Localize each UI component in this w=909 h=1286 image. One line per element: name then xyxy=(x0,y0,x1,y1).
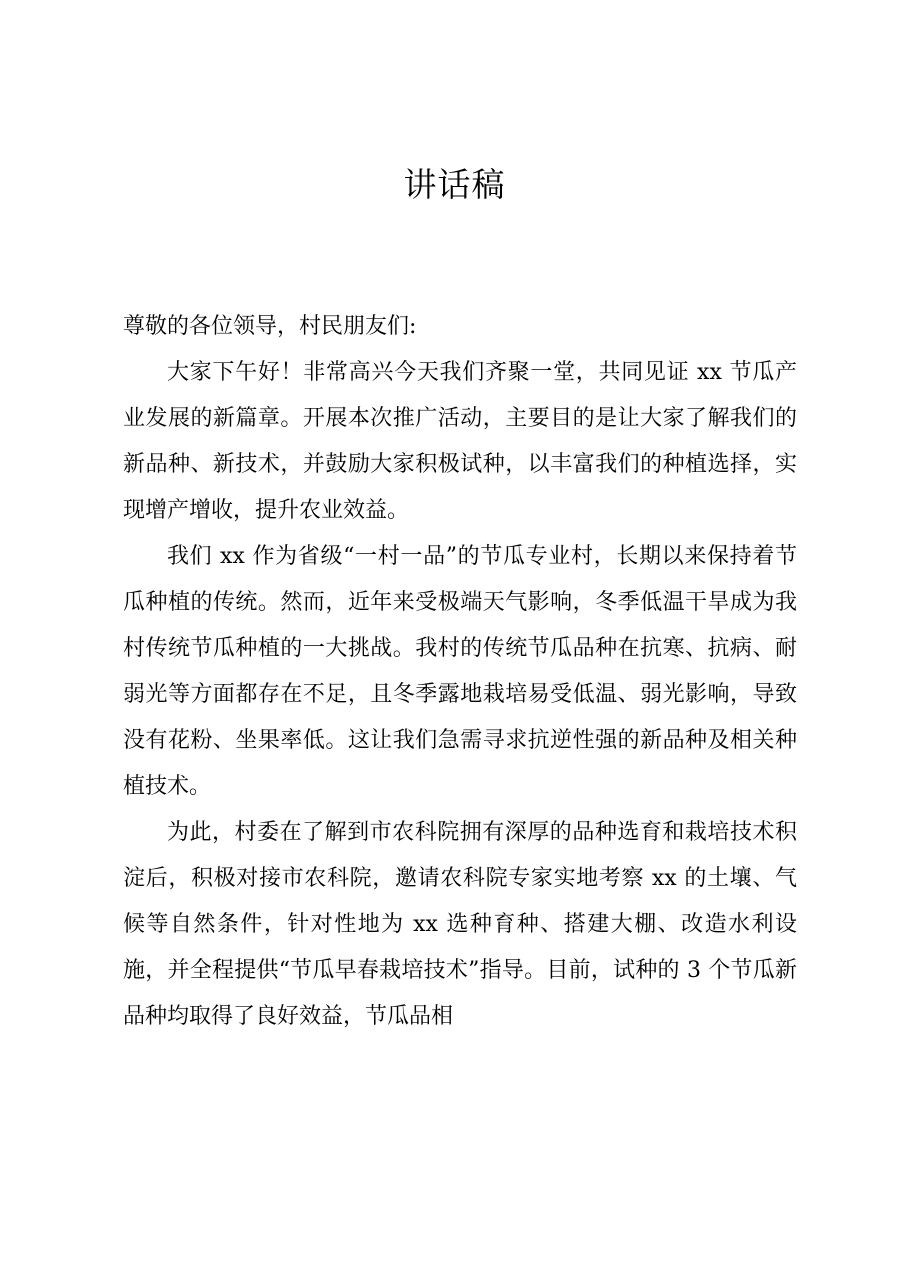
paragraph-1: 大家下午好！非常高兴今天我们齐聚一堂，共同见证 xx 节瓜产业发展的新篇章。开展本次推广活动，主要目的是让大家了解我们的新品种、新技术，并鼓励大家积极试种，以丰富我们的种植选择，实现增产增收，提升农业效益。 xyxy=(123,360,797,523)
salutation: 尊敬的各位领导，村民朋友们: xyxy=(123,314,417,339)
document-body xyxy=(123,304,797,1040)
document-title: 讲话稿 xyxy=(403,165,506,204)
paragraph-2: 我们 xx 作为省级“一村一品”的节瓜专业村，长期以来保持着节瓜种植的传统。然而，近年来受极端天气影响，冬季低温干旱成为我村传统节瓜种植的一大挑战。我村的传统节瓜品种在抗寒、抗病、耐弱光等方面都存在不足，且冬季露地栽培易受低温、弱光影响，导致没有花粉、坐果率低。这让我们急需寻求抗逆性强的新品种及相关种植技术。 xyxy=(123,544,797,799)
paragraph-3: 为此，村委在了解到市农科院拥有深厚的品种选育和栽培技术积淀后，积极对接市农科院，邀请农科院专家实地考察 xx 的土壤、气候等自然条件，针对性地为 xx 选种育种、搭建大棚、改造水利设施，并全程提供“节瓜早春栽培技术”指导。目前，试种的 3 个节瓜新品种均取得了良好效益，节瓜品相 xyxy=(123,820,797,1029)
